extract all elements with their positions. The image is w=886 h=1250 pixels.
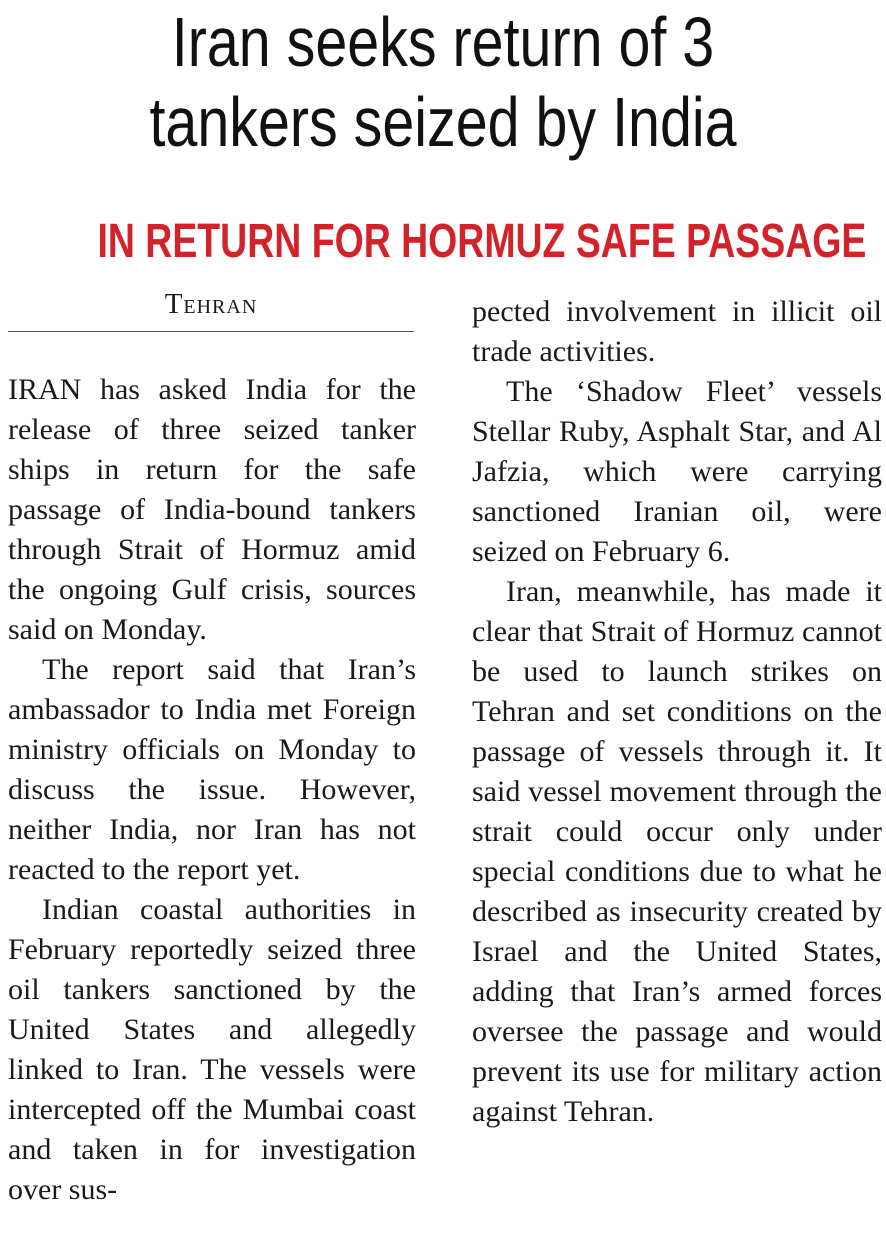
dateline-rule [8, 331, 414, 332]
headline [80, 2, 807, 162]
paragraph-5: Iran, meanwhile, has made it clear that Strait of Hormuz cannot be used to launch strikes on Tehran and set conditions on the passage of vessels through it. It said vessel movement through the strait could occur only under special conditions due to what he described as insecurity created by Israel and the United States, adding that Iran’s armed forces oversee the passage and would prevent its use for military action against Tehran. [472, 575, 882, 1128]
article-column-2 [472, 292, 882, 1132]
kicker-subheadline: IN RETURN FOR HORMUZ SAFE PASSAGE [97, 215, 867, 268]
paragraph-3: Indian coastal authorities in February reportedly seized three oil tankers sanctioned by the United States and allegedly linked to Iran. The vessels were intercepted off the Mumbai coast and taken in for investigation over sus- [8, 893, 416, 1206]
headline-line-1: Iran seeks return of 3 [171, 3, 715, 81]
paragraph-2: The report said that Iran’s ambassador to India met Foreign ministry officials on Monday to discuss the issue. However, neither India, nor Iran has not reacted to the report yet. [8, 653, 416, 886]
headline-line-2: tankers seized by India [149, 83, 737, 161]
article-column-1 [8, 370, 416, 1210]
paragraph-1: IRAN has asked India for the release of three seized tanker ships in return for the safe passage of India-bound tankers through Strait of Hormuz amid the ongoing Gulf crisis, sources said on Monday. [8, 373, 416, 646]
paragraph-4: The ‘Shadow Fleet’ vessels Stellar Ruby, Asphalt Star, and Al Jafzia, which were carrying sanctioned Iranian oil, were seized on February 6. [472, 375, 882, 568]
paragraph-3-continued: pected involvement in illicit oil trade activities. [472, 295, 882, 368]
dateline: Tehran [164, 288, 258, 320]
